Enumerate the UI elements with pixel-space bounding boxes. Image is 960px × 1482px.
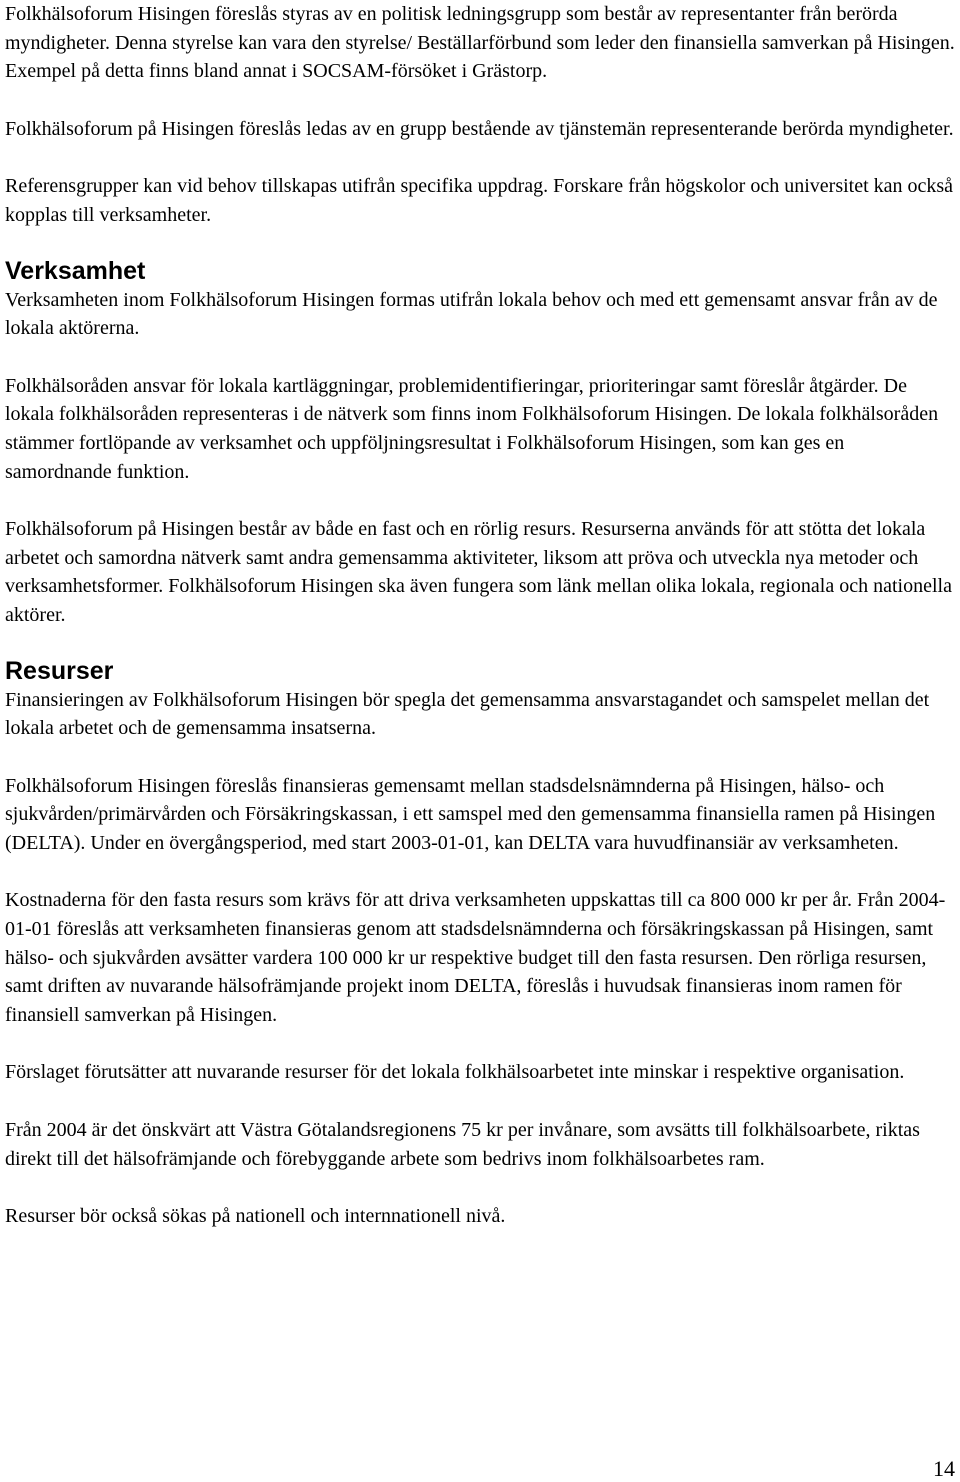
heading-resurser: Resurser <box>5 656 114 685</box>
heading-verksamhet: Verksamhet <box>5 256 146 285</box>
paragraph-resurser-5: Från 2004 är det önskvärt att Västra Götalandsregionens 75 kr per invånare, som avsätts till folkhälsoarbete, riktas direkt till det hälsofrämjande och förebyggande arbete som bedrivs inom folkhälsoarbetes ram. <box>5 1119 920 1170</box>
paragraph-resurser-6: Resurser bör också sökas på nationell och internnationell nivå. <box>5 1205 506 1228</box>
paragraph-verksamhet-3: Folkhälsoforum på Hisingen består av både en fast och en rörlig resurs. Resurserna används för att stötta det lokala arbetet och samordna nätverk samt andra gemensamma aktiviteter, liksom att pröva och utveckla nya metoder och verksamhetsformer. Folkhälsoforum Hisingen ska även fungera som länk mellan olika lokala, regionala och nationella aktörer. <box>5 518 952 626</box>
paragraph-resurser-3: Kostnaderna för den fasta resurs som krävs för att driva verksamheten uppskattas till ca 800 000 kr per år. Från 2004-01-01 föreslås att verksamheten finansieras genom att stadsdelsnämnderna och försäkringskassan på Hisingen, samt hälso- och sjukvården avsätter vardera 100 000 kr ur respektive budget till den fasta resursen. Den rörliga resursen, samt driften av nuvarande hälsofrämjande projekt inom DELTA, föreslås i huvudsak finansieras inom ramen för finansiell samverkan på Hisingen. <box>5 889 946 1026</box>
paragraph-resurser-4: Förslaget förutsätter att nuvarande resurser för det lokala folkhälsoarbetet inte minskar i respektive organisation. <box>5 1061 905 1084</box>
paragraph-ledning: Folkhälsoforum på Hisingen föreslås ledas av en grupp bestående av tjänstemän representerande berörda myndigheter. <box>5 117 954 140</box>
paragraph-verksamhet-1: Verksamheten inom Folkhälsoforum Hisingen formas utifrån lokala behov och med ett gemensamt ansvar från av de lokala aktörerna. <box>5 288 938 340</box>
paragraph-referensgrupper: Referensgrupper kan vid behov tillskapas utifrån specifika uppdrag. Forskare från högskolor och universitet kan också kopplas till verksamheter. <box>5 175 954 226</box>
page-number: 14 <box>933 1456 955 1481</box>
document-page <box>5 0 955 1231</box>
paragraph-styrelse: Folkhälsoforum Hisingen föreslås styras av en politisk ledningsgrupp som består av representanter från berörda myndigheter. Denna styrelse kan vara den styrelse/ Beställarförbund som leder den finansiella samverkan på Hisingen. Exempel på detta finns bland annat i SOCSAM-försöket i Grästorp. <box>5 3 955 83</box>
paragraph-verksamhet-2: Folkhälsoråden ansvar för lokala kartläggningar, problemidentifieringar, prioriteringar samt föreslår åtgärder. De lokala folkhälsoråden representeras i de nätverk som finns inom Folkhälsoforum Hisingen. De lokala folkhälsoråden stämmer fortlöpande av verksamhet och uppföljningsresultat i Folkhälsoforum Hisingen, som kan ges en samordnande funktion. <box>5 374 939 483</box>
paragraph-resurser-2: Folkhälsoforum Hisingen föreslås finansieras gemensamt mellan stadsdelsnämnderna på Hisingen, hälso- och sjukvården/primärvården och Försäkringskassan, i ett samspel med den gemensamma finansiella ramen på Hisingen (DELTA). Under en övergångsperiod, med start 2003-01-01, kan DELTA vara huvudfinansiär av verksamheten. <box>5 774 936 854</box>
paragraph-resurser-1: Finansieringen av Folkhälsoforum Hisingen bör spegla det gemensamma ansvarstagandet och samspelet mellan det lokala arbetet och de gemensamma insatserna. <box>5 688 930 740</box>
